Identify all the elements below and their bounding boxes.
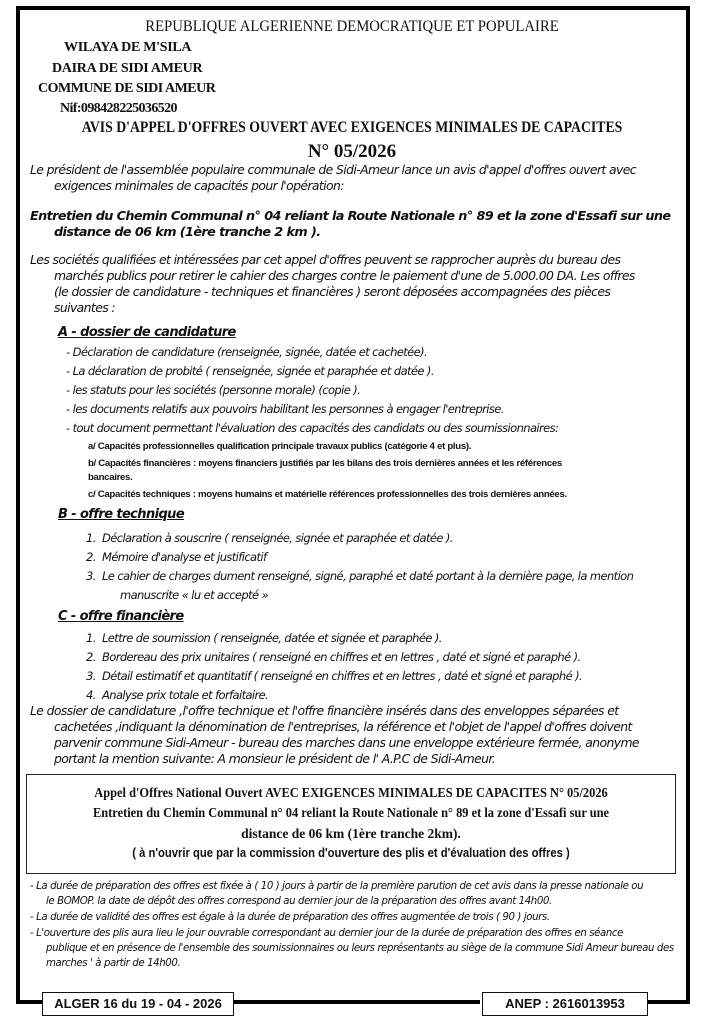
submission-line-4: portant la mention suivante: A monsieur le président de l' A.P.C de Sidi-Ameur.	[54, 751, 496, 766]
item-number: 3.	[86, 569, 96, 583]
frame-bottom-border-right	[648, 1000, 690, 1004]
list-item	[86, 667, 686, 686]
list-item	[86, 567, 686, 605]
frame-bottom-border-left	[16, 1000, 42, 1004]
note-item	[30, 910, 682, 925]
section-b-title: B - offre technique	[58, 507, 185, 522]
submission-line-3: parvenir commune Sidi-Ameur - bureau des marches dans une enveloppe extérieure fermée, anonyme	[54, 735, 639, 750]
frame-bottom-border-middle	[232, 1000, 480, 1004]
item-number: 3.	[86, 669, 96, 683]
operation-paragraph	[30, 209, 682, 241]
item-text: Analyse prix totale et forfaitaire.	[102, 688, 269, 702]
item-text: Bordereau des prix unitaires ( renseigné en chiffres et en lettres , daté et signé et paraphé ).	[102, 650, 581, 664]
item-number: 2.	[86, 650, 96, 664]
note-item	[30, 926, 682, 971]
nif-label: Nif:098428225036520	[60, 101, 177, 116]
item-text: Mémoire d'analyse et justificatif	[102, 550, 267, 564]
publication-date-tag: ALGER 16 du 19 - 04 - 2026	[42, 992, 234, 1016]
section-a-list	[66, 343, 686, 438]
item-number: 2.	[86, 550, 96, 564]
note-continuation: publique et en présence de l'ensemble des soumissionnaires ou leurs représentants au siège de la commune Sidi Ameur bureau des marches ' à partir de 14h00.	[46, 943, 674, 969]
item-text: Déclaration à souscrire ( renseignée, signée et paraphée et datée ).	[102, 531, 453, 545]
sub-item-continuation: bancaires.	[88, 472, 133, 483]
list-item	[86, 529, 686, 548]
item-text: Lettre de soumission ( renseignée, datée et signée et paraphée ).	[102, 631, 442, 645]
list-item	[86, 648, 686, 667]
notice-title: AVIS D'APPEL D'OFFRES OUVERT AVEC EXIGENCES MINIMALES DE CAPACITES	[81, 119, 623, 136]
capacities-sublist	[88, 440, 678, 505]
frame-top-border	[16, 6, 690, 10]
notice-number: N° 05/2026	[307, 141, 397, 162]
list-item: - tout document permettant l'évaluation des capacités des candidats ou des soumissionnaires:	[66, 421, 559, 435]
companies-line-3: (le dossier de candidature - techniques et financières ) seront déposées accompagnées des pièces	[54, 284, 611, 299]
item-text: Le cahier de charges dument renseigné, signé, paraphé et daté portant à la dernière page, la mention	[102, 569, 634, 583]
item-continuation: manuscrite « lu et accepté »	[120, 588, 269, 602]
note-continuation: le BOMOP. la date de dépôt des offres correspond au dernier jour de la préparation des offres avant 14h00.	[46, 896, 552, 907]
sub-item-text: a/ Capacités professionnelles qualification principale travaux publics (catégorie 4 et plus).	[88, 441, 472, 452]
list-item: - les statuts pour les sociétés (personne morale) (copie ).	[66, 383, 361, 397]
daira-label: DAIRA DE SIDI AMEUR	[52, 61, 203, 76]
envelope-line-2: Entretien du Chemin Communal n° 04 reliant la Route Nationale n° 89 et la zone d'Essafi sur une	[92, 805, 610, 820]
sub-list-item	[88, 457, 678, 485]
sub-list-item	[88, 440, 678, 454]
list-item	[86, 548, 686, 567]
list-item: - Déclaration de candidature (renseignée, signée, datée et cachetée).	[66, 345, 428, 359]
envelope-line-3: distance de 06 km (1ère tranche 2km).	[241, 826, 461, 841]
section-a-title: A - dossier de candidature	[58, 325, 236, 340]
submission-line-1: Le dossier de candidature ,l'offre technique et l'offre financière insérés dans des enveloppes séparées et	[30, 703, 619, 718]
item-number: 1.	[86, 531, 96, 545]
sub-item-text: c/ Capacités techniques : moyens humains et matérielle références professionnelles des trois dernières années.	[88, 489, 567, 500]
item-number: 4.	[86, 688, 96, 702]
section-c-list	[86, 629, 686, 705]
anep-reference-tag: ANEP : 2616013953	[482, 992, 648, 1016]
note-text: - La durée de préparation des offres est fixée à ( 10 ) jours à partir de la première parution de cet avis dans la presse nationale ou	[30, 881, 644, 892]
list-item: - les documents relatifs aux pouvoirs habilitant les personnes à engager l'entreprise.	[66, 402, 504, 416]
republic-heading: REPUBLIQUE ALGERIENNE DEMOCRATIQUE ET POPULAIRE	[145, 18, 559, 35]
commune-label: COMMUNE DE SIDI AMEUR	[38, 81, 216, 96]
note-text: - La durée de validité des offres est égale à la durée de préparation des offres augmentée de trois ( 90 ) jours.	[30, 912, 550, 923]
sub-list-item	[88, 488, 678, 502]
intro-line-2: exigences minimales de capacités pour l'opération:	[54, 178, 344, 193]
companies-line-1: Les sociétés qualifiées et intéressées par cet appel d'offres peuvent se rapprocher auprès du bureau des	[30, 252, 621, 267]
submission-paragraph	[30, 703, 682, 767]
note-item	[30, 879, 682, 909]
list-item: - La déclaration de probité ( renseignée, signée et paraphée et datée ).	[66, 364, 434, 378]
item-text: Détail estimatif et quantitatif ( renseigné en chiffres et en lettres , daté et signé et paraphé ).	[102, 669, 583, 683]
intro-line-1: Le président de l'assemblée populaire communale de Sidi-Ameur lance un avis d'appel d'offres ouvert avec	[30, 162, 636, 177]
envelope-line-1: Appel d'Offres National Ouvert AVEC EXIGENCES MINIMALES DE CAPACITES N° 05/2026	[94, 785, 608, 800]
section-c-title: C - offre financière	[58, 609, 184, 624]
intro-paragraph	[30, 162, 682, 194]
section-b-list	[86, 529, 686, 605]
operation-line-1: Entretien du Chemin Communal n° 04 reliant la Route Nationale n° 89 et la zone d'Essafi sur une	[30, 209, 671, 224]
conditions-notes	[30, 879, 682, 972]
item-text-block	[102, 567, 686, 605]
envelope-mention-box	[26, 774, 676, 874]
companies-paragraph	[30, 252, 682, 316]
envelope-line-4: ( à n'ouvrir que par la commission d'ouverture des plis et d'évaluation des offres )	[132, 846, 570, 860]
item-number: 1.	[86, 631, 96, 645]
wilaya-label: WILAYA DE M'SILA	[64, 40, 192, 55]
companies-line-2: marchés publics pour retirer le cahier des charges contre le paiement d'une de 5.000.00 DA. Les offres	[54, 268, 635, 283]
companies-line-4: suivantes :	[54, 300, 115, 315]
operation-line-2: distance de 06 km (1ère tranche 2 km ).	[54, 225, 321, 240]
list-item	[86, 629, 686, 648]
note-text: - L'ouverture des plis aura lieu le jour ouvrable correspondant au dernier jour de la durée de préparation des offres en séance	[30, 928, 623, 939]
submission-line-2: cachetées ,indiquant la dénomination de l'entreprises, la référence et l'objet de l'appel d'offres doivent	[54, 719, 632, 734]
sub-item-text: b/ Capacités financières : moyens financiers justifiés par les bilans des trois dernières années et les références	[88, 458, 562, 469]
